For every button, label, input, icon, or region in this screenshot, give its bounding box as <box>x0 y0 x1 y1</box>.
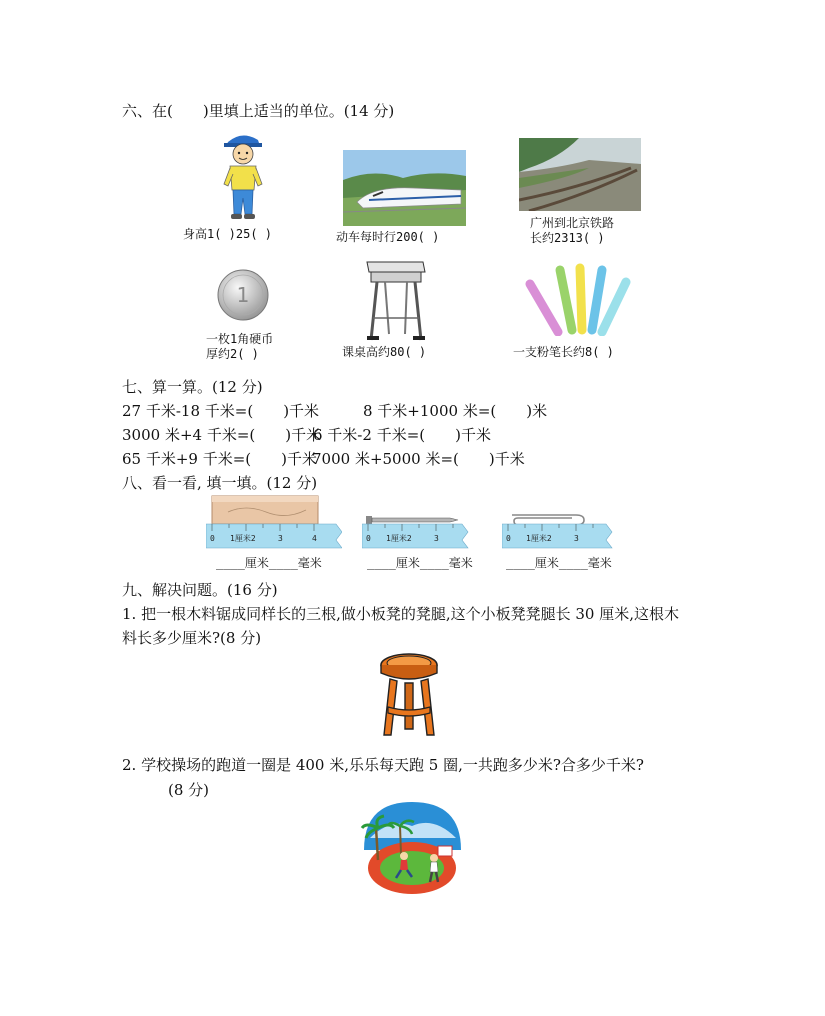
coin-illustration <box>217 269 269 321</box>
answer-paperclip[interactable]: ____厘米____毫米 <box>506 556 612 570</box>
tick-label: 1厘米2 <box>386 534 412 543</box>
coin-numeral: 1 <box>236 283 250 307</box>
tick-label: 0 <box>506 534 511 543</box>
chalk-illustration <box>522 262 632 336</box>
tick-label: 1厘米2 <box>526 534 552 543</box>
boy-illustration <box>218 130 268 222</box>
tick-label: 3 <box>278 534 283 543</box>
caption-chalk: 一支粉笔长约8( ) <box>513 345 614 359</box>
question-2-line-2: (8 分) <box>168 781 210 799</box>
caption-boy: 身高1( )25( ) <box>183 227 273 241</box>
tick-label: 3 <box>574 534 579 543</box>
calc-2a: 3000 米+4 千米=( )千米 <box>122 426 322 444</box>
answer-eraser[interactable]: ____厘米____毫米 <box>216 556 322 570</box>
section9-heading: 九、解决问题。(16 分) <box>122 581 278 599</box>
section6-heading: 六、在( )里填上适当的单位。(14 分) <box>122 102 395 120</box>
railway-photo <box>519 138 641 211</box>
tick-label: 0 <box>366 534 371 543</box>
question-2-line-1: 2. 学校操场的跑道一圈是 400 米,乐乐每天跑 5 圈,一共跑多少米?合多少千米? <box>122 756 644 774</box>
caption-coin-2: 厚约2( ) <box>206 347 259 361</box>
answer-nail[interactable]: ____厘米____毫米 <box>367 556 473 570</box>
caption-coin-1: 一枚1角硬币 <box>206 332 274 346</box>
stool-illustration <box>378 651 440 739</box>
section8-heading: 八、看一看, 填一填。(12 分) <box>122 474 318 492</box>
nail-measure <box>362 510 470 552</box>
question-1-line-2: 料长多少厘米?(8 分) <box>122 629 262 647</box>
section7-heading: 七、算一算。(12 分) <box>122 378 263 396</box>
question-1-line-1: 1. 把一根木料锯成同样长的三根,做小板凳的凳腿,这个小板凳凳腿长 30 厘米,这根木 <box>122 605 680 623</box>
eraser-measure <box>206 494 342 552</box>
tick-label: 1厘米2 <box>230 534 256 543</box>
calc-1b: 8 千米+1000 米=( )米 <box>363 402 548 420</box>
caption-railway-1: 广州到北京铁路 <box>530 216 615 230</box>
caption-train: 动车每时行200( ) <box>336 230 440 244</box>
calc-3b: 7000 米+5000 米=( )千米 <box>312 450 525 468</box>
tick-label: 3 <box>434 534 439 543</box>
calc-3a: 65 千米+9 千米=( )千米 <box>122 450 318 468</box>
tick-label: 4 <box>312 534 317 543</box>
calc-1a: 27 千米-18 千米=( )千米 <box>122 402 320 420</box>
desk-illustration <box>365 258 427 342</box>
calc-2b: 6 千米-2 千米=( )千米 <box>313 426 491 444</box>
caption-desk: 课桌高约80( ) <box>342 345 427 359</box>
tick-label: 0 <box>210 534 215 543</box>
running-track-illustration <box>360 798 465 900</box>
caption-railway-2: 长约2313( ) <box>530 231 605 245</box>
train-photo <box>343 150 466 226</box>
paperclip-measure <box>502 505 614 552</box>
